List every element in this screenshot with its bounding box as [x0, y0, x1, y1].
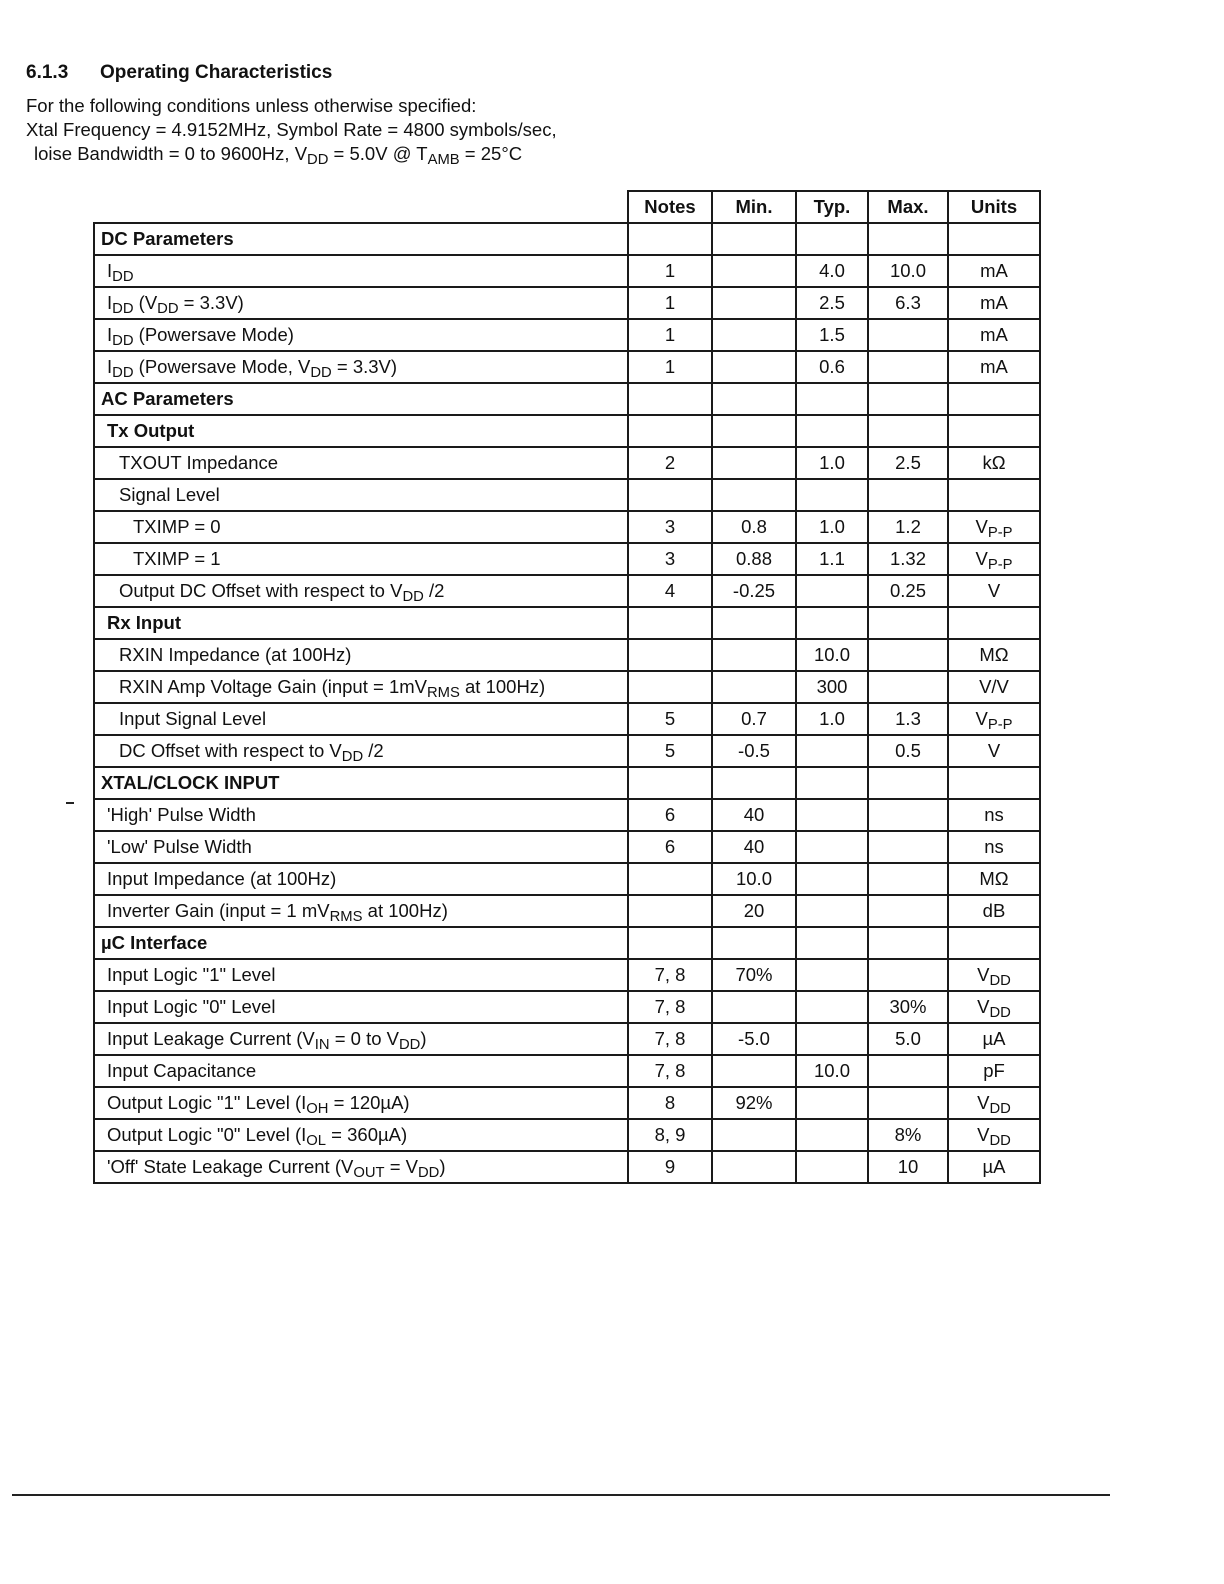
cell-typ — [796, 831, 868, 863]
table-group-row — [94, 767, 1040, 799]
cell-notes — [628, 671, 712, 703]
cell-typ — [796, 927, 868, 959]
parameter-label: Input Logic "1" Level — [94, 959, 628, 991]
table-row — [94, 735, 1040, 767]
table-row — [94, 671, 1040, 703]
cell-min: 10.0 — [712, 863, 796, 895]
cell-typ: 300 — [796, 671, 868, 703]
cell-max: 1.2 — [868, 511, 948, 543]
cell-notes: 4 — [628, 575, 712, 607]
cell-units: MΩ — [948, 639, 1040, 671]
table-row — [94, 351, 1040, 383]
cell-typ: 1.0 — [796, 511, 868, 543]
group-label: Tx Output — [94, 415, 628, 447]
parameter-label: RXIN Impedance (at 100Hz) — [94, 639, 628, 671]
cell-units: $V_{P-P}$ — [948, 511, 1040, 543]
cell-max — [868, 895, 948, 927]
cell-units: V — [948, 735, 1040, 767]
table-group-row — [94, 927, 1040, 959]
cell-min — [712, 479, 796, 511]
parameter-label: Output DC Offset with respect to $V_{DD}$ /2 — [94, 575, 628, 607]
cell-notes: 7, 8 — [628, 1055, 712, 1087]
cell-notes: 6 — [628, 831, 712, 863]
parameter-label: Input Signal Level — [94, 703, 628, 735]
cell-units: mA — [948, 255, 1040, 287]
cell-max — [868, 927, 948, 959]
cell-units — [948, 927, 1040, 959]
cell-max: 10.0 — [868, 255, 948, 287]
cell-notes: 3 — [628, 511, 712, 543]
cell-units: mA — [948, 351, 1040, 383]
cell-max: 8% — [868, 1119, 948, 1151]
cell-typ — [796, 863, 868, 895]
cell-notes: 9 — [628, 1151, 712, 1183]
cell-notes: 5 — [628, 703, 712, 735]
table-row — [94, 1023, 1040, 1055]
cell-typ: 2.5 — [796, 287, 868, 319]
cell-typ — [796, 767, 868, 799]
header-parameter-blank — [94, 191, 628, 223]
cell-max: 5.0 — [868, 1023, 948, 1055]
table-row — [94, 447, 1040, 479]
cell-units: V — [948, 575, 1040, 607]
cell-typ — [796, 799, 868, 831]
table-row — [94, 1087, 1040, 1119]
cell-notes — [628, 767, 712, 799]
cell-units: µA — [948, 1151, 1040, 1183]
cell-notes — [628, 223, 712, 255]
cell-max — [868, 959, 948, 991]
group-label: AC Parameters — [94, 383, 628, 415]
column-header: Notes — [628, 191, 712, 223]
cell-min: -0.5 — [712, 735, 796, 767]
table-row — [94, 831, 1040, 863]
parameter-label: $I_{DD}$ — [94, 255, 628, 287]
parameter-label: 'Off' State Leakage Current $(V_{OUT} = V_{DD})$ — [94, 1151, 628, 1183]
cell-max — [868, 479, 948, 511]
stray-mark — [66, 802, 74, 804]
cell-units: $V_{P-P}$ — [948, 543, 1040, 575]
cell-min — [712, 1151, 796, 1183]
group-label: µC Interface — [94, 927, 628, 959]
cell-max — [868, 351, 948, 383]
cell-min — [712, 927, 796, 959]
cell-min — [712, 991, 796, 1023]
cell-max — [868, 319, 948, 351]
table-row — [94, 1151, 1040, 1183]
cell-min: 40 — [712, 799, 796, 831]
cell-typ — [796, 223, 868, 255]
cell-units: $V_{P-P}$ — [948, 703, 1040, 735]
cell-min — [712, 383, 796, 415]
cell-notes: 6 — [628, 799, 712, 831]
cell-typ: 1.0 — [796, 703, 868, 735]
cell-typ: 0.6 — [796, 351, 868, 383]
cell-notes — [628, 479, 712, 511]
parameter-label: RXIN Amp Voltage Gain (input = $1mV_{RMS}$ at 100Hz) — [94, 671, 628, 703]
cell-units: V/V — [948, 671, 1040, 703]
cell-min: 20 — [712, 895, 796, 927]
cell-min — [712, 351, 796, 383]
cell-notes: 8, 9 — [628, 1119, 712, 1151]
cell-notes: 1 — [628, 351, 712, 383]
cell-min — [712, 319, 796, 351]
cell-units: $V_{DD}$ — [948, 1119, 1040, 1151]
cell-units: µA — [948, 1023, 1040, 1055]
parameter-label: $I_{DD}$ (Powersave Mode) — [94, 319, 628, 351]
cell-notes — [628, 863, 712, 895]
cell-notes — [628, 383, 712, 415]
cell-max — [868, 223, 948, 255]
cell-max: 6.3 — [868, 287, 948, 319]
cell-units: $V_{DD}$ — [948, 1087, 1040, 1119]
table-row — [94, 1119, 1040, 1151]
cell-notes: 2 — [628, 447, 712, 479]
cell-notes — [628, 927, 712, 959]
cell-notes: 3 — [628, 543, 712, 575]
cell-min — [712, 1119, 796, 1151]
cell-min: 0.7 — [712, 703, 796, 735]
table-group-row — [94, 607, 1040, 639]
table-row — [94, 479, 1040, 511]
table-row — [94, 287, 1040, 319]
column-header: Max. — [868, 191, 948, 223]
cell-min: 92% — [712, 1087, 796, 1119]
cell-min: 0.88 — [712, 543, 796, 575]
cell-notes: 8 — [628, 1087, 712, 1119]
cell-units — [948, 415, 1040, 447]
cell-max — [868, 415, 948, 447]
parameter-label: TXIMP = 0 — [94, 511, 628, 543]
cell-typ — [796, 607, 868, 639]
cell-min — [712, 639, 796, 671]
cell-units — [948, 383, 1040, 415]
test-conditions — [26, 94, 557, 166]
table-row — [94, 1055, 1040, 1087]
cell-max — [868, 831, 948, 863]
cell-typ — [796, 959, 868, 991]
cell-units: mA — [948, 287, 1040, 319]
cell-min — [712, 671, 796, 703]
cell-min — [712, 1055, 796, 1087]
cell-typ — [796, 479, 868, 511]
parameter-label: Input Leakage Current ($V_{IN} = 0$ to $V_{DD}$) — [94, 1023, 628, 1055]
parameter-label: TXIMP = 1 — [94, 543, 628, 575]
cell-min: -5.0 — [712, 1023, 796, 1055]
parameter-label: Input Capacitance — [94, 1055, 628, 1087]
column-header: Typ. — [796, 191, 868, 223]
table-row — [94, 959, 1040, 991]
cell-min — [712, 287, 796, 319]
cell-units: ns — [948, 831, 1040, 863]
cell-notes: 7, 8 — [628, 1023, 712, 1055]
cell-min: 40 — [712, 831, 796, 863]
cell-typ — [796, 415, 868, 447]
parameter-label: Output Logic "0" Level $(I_{OL} = 360\mu A)$ — [94, 1119, 628, 1151]
cell-min: 70% — [712, 959, 796, 991]
section-number: 6.1.3 — [26, 62, 69, 83]
cell-notes: 7, 8 — [628, 959, 712, 991]
cell-max — [868, 639, 948, 671]
conditions-line-1: For the following conditions unless otherwise specified: — [26, 95, 477, 116]
cell-max: 1.3 — [868, 703, 948, 735]
table-row — [94, 703, 1040, 735]
cell-max — [868, 767, 948, 799]
table-header-row — [94, 191, 1040, 223]
cell-max — [868, 1055, 948, 1087]
cell-notes — [628, 639, 712, 671]
cell-min — [712, 223, 796, 255]
cell-notes: 1 — [628, 287, 712, 319]
column-header: Units — [948, 191, 1040, 223]
parameter-label: Input Impedance (at 100Hz) — [94, 863, 628, 895]
cell-notes — [628, 607, 712, 639]
cell-units: mA — [948, 319, 1040, 351]
parameter-label: 'Low' Pulse Width — [94, 831, 628, 863]
conditions-line-2: Xtal Frequency = 4.9152MHz, Symbol Rate = 4800 symbols/sec, — [26, 119, 557, 140]
table-row — [94, 991, 1040, 1023]
cell-typ — [796, 1119, 868, 1151]
cell-max: 10 — [868, 1151, 948, 1183]
cell-typ — [796, 1087, 868, 1119]
cell-units: ns — [948, 799, 1040, 831]
cell-typ — [796, 1151, 868, 1183]
cell-max — [868, 607, 948, 639]
cell-units — [948, 767, 1040, 799]
cell-typ: 1.0 — [796, 447, 868, 479]
cell-typ — [796, 991, 868, 1023]
cell-min — [712, 415, 796, 447]
parameter-label: 'High' Pulse Width — [94, 799, 628, 831]
cell-notes — [628, 415, 712, 447]
parameter-label: $I_{DD}$ (Powersave Mode, $V_{DD} = 3.3V$) — [94, 351, 628, 383]
cell-units — [948, 479, 1040, 511]
cell-typ: 10.0 — [796, 1055, 868, 1087]
cell-max: 30% — [868, 991, 948, 1023]
cell-min — [712, 607, 796, 639]
cell-max: 0.25 — [868, 575, 948, 607]
parameter-label: Output Logic "1" Level $(I_{OH} = 120\mu A)$ — [94, 1087, 628, 1119]
operating-characteristics-table — [93, 190, 1041, 1184]
parameter-label: Input Logic "0" Level — [94, 991, 628, 1023]
cell-min — [712, 255, 796, 287]
parameter-label: Inverter Gain (input = 1 $mV_{RMS}$ at 100Hz) — [94, 895, 628, 927]
cell-typ — [796, 383, 868, 415]
table-row — [94, 863, 1040, 895]
cell-max — [868, 799, 948, 831]
cell-min: 0.8 — [712, 511, 796, 543]
parameter-label: TXOUT Impedance — [94, 447, 628, 479]
parameter-label: $I_{DD}$ $(V_{DD} = 3.3V)$ — [94, 287, 628, 319]
table-body — [94, 223, 1040, 1183]
table-row — [94, 511, 1040, 543]
conditions-line-3: loise Bandwidth = 0 to 9600Hz, $V_{DD} = 5.0V$ @ $T_{AMB} = 25^\circ C$ — [34, 143, 523, 168]
cell-min — [712, 447, 796, 479]
cell-units: $V_{DD}$ — [948, 991, 1040, 1023]
table-group-row — [94, 383, 1040, 415]
cell-max: 2.5 — [868, 447, 948, 479]
table-row — [94, 575, 1040, 607]
cell-max — [868, 863, 948, 895]
parameter-label: Signal Level — [94, 479, 628, 511]
cell-typ — [796, 575, 868, 607]
cell-units — [948, 223, 1040, 255]
cell-typ: 1.1 — [796, 543, 868, 575]
cell-min: -0.25 — [712, 575, 796, 607]
parameter-label: DC Offset with respect to $V_{DD}$ /2 — [94, 735, 628, 767]
cell-max: 0.5 — [868, 735, 948, 767]
table-group-row — [94, 223, 1040, 255]
cell-notes: 7, 8 — [628, 991, 712, 1023]
section-title: Operating Characteristics — [100, 62, 333, 83]
cell-units: pF — [948, 1055, 1040, 1087]
group-label: XTAL/CLOCK INPUT — [94, 767, 628, 799]
cell-notes: 1 — [628, 319, 712, 351]
section-heading — [26, 62, 332, 84]
cell-units: $V_{DD}$ — [948, 959, 1040, 991]
table-row — [94, 255, 1040, 287]
cell-typ — [796, 735, 868, 767]
cell-units: dB — [948, 895, 1040, 927]
cell-units: kΩ — [948, 447, 1040, 479]
cell-units — [948, 607, 1040, 639]
cell-typ: 4.0 — [796, 255, 868, 287]
table-group-row — [94, 415, 1040, 447]
cell-typ — [796, 895, 868, 927]
cell-units: MΩ — [948, 863, 1040, 895]
cell-min — [712, 767, 796, 799]
cell-max — [868, 1087, 948, 1119]
table-row — [94, 543, 1040, 575]
group-label: Rx Input — [94, 607, 628, 639]
table-row — [94, 895, 1040, 927]
table-row — [94, 639, 1040, 671]
cell-typ: 1.5 — [796, 319, 868, 351]
cell-max — [868, 671, 948, 703]
group-label: DC Parameters — [94, 223, 628, 255]
cell-typ — [796, 1023, 868, 1055]
column-header: Min. — [712, 191, 796, 223]
cell-max — [868, 383, 948, 415]
table-row — [94, 319, 1040, 351]
cell-typ: 10.0 — [796, 639, 868, 671]
cell-max: 1.32 — [868, 543, 948, 575]
cell-notes — [628, 895, 712, 927]
cell-notes: 1 — [628, 255, 712, 287]
table-row — [94, 799, 1040, 831]
footer-rule — [12, 1494, 1110, 1496]
cell-notes: 5 — [628, 735, 712, 767]
